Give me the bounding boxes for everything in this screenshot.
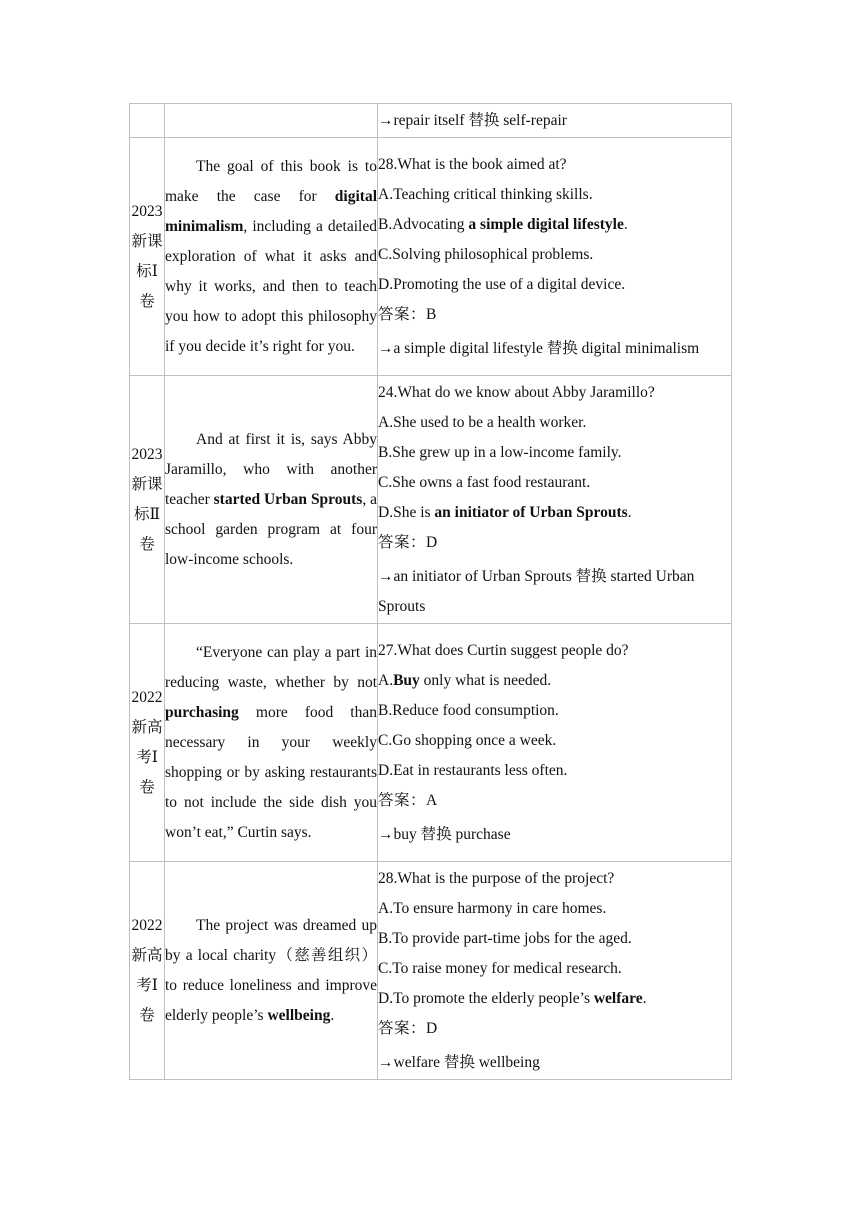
answer-option: C.Solving philosophical problems. [378, 245, 594, 263]
answer-key: 答案：A [378, 791, 438, 809]
question-cell [378, 624, 732, 862]
passage-cell [165, 624, 378, 862]
answer-option: C.Go shopping once a week. [378, 731, 557, 749]
synonym-note: →repair itself 替换 self-repair [378, 111, 567, 129]
answer-option: D.Promoting the use of a digital device. [378, 275, 626, 293]
synonym-note: →a simple digital lifestyle 替换 digital minimalism [378, 339, 700, 357]
exam-source-label: 2023新课标Ⅱ卷 [131, 445, 163, 553]
question-stem: 24.What do we know about Abby Jaramillo? [378, 383, 655, 401]
answer-option: D.To promote the elderly people’s welfare. [378, 989, 647, 1007]
passage-text: The goal of this book is to make the case for digital minimalism, including a detailed exploration of what it asks and why it works, and then to teach you how to adopt this philosophy if you decide it’s right for you. [165, 157, 377, 355]
exam-source-label: 2022新高考Ⅰ卷 [131, 688, 163, 796]
table-body [130, 104, 732, 1080]
passage-text: The project was dreamed up by a local charity（慈善组织） to reduce loneliness and improve elderly people’s wellbeing. [165, 916, 377, 1024]
answer-option: A.She used to be a health worker. [378, 413, 587, 431]
passage-cell [165, 376, 378, 624]
answer-option: B.She grew up in a low-income family. [378, 443, 622, 461]
exam-source-cell [130, 862, 165, 1080]
answer-option: D.Eat in restaurants less often. [378, 761, 568, 779]
passage-cell [165, 862, 378, 1080]
answer-option: B.Advocating a simple digital lifestyle. [378, 215, 628, 233]
comparison-table [129, 103, 732, 1080]
synonym-note: →welfare 替换 wellbeing [378, 1053, 540, 1071]
question-cell [378, 138, 732, 376]
question-stem: 28.What is the purpose of the project? [378, 869, 615, 887]
table-row [130, 104, 732, 138]
question-cell [378, 376, 732, 624]
synonym-note: →an initiator of Urban Sprouts 替换 started Urban Sprouts [378, 567, 695, 615]
question-stem: 28.What is the book aimed at? [378, 155, 567, 173]
answer-key: 答案：D [378, 1019, 438, 1037]
table-row [130, 138, 732, 376]
exam-source-label: 2023新课标Ⅰ卷 [131, 202, 163, 310]
exam-source-cell [130, 376, 165, 624]
question-cell [378, 104, 732, 138]
answer-option: A.To ensure harmony in care homes. [378, 899, 607, 917]
question-cell [378, 862, 732, 1080]
table-row [130, 624, 732, 862]
passage-cell [165, 138, 378, 376]
exam-source-cell [130, 138, 165, 376]
passage-cell [165, 104, 378, 138]
answer-key: 答案：B [378, 305, 437, 323]
table-row [130, 862, 732, 1080]
question-stem: 27.What does Curtin suggest people do? [378, 641, 629, 659]
answer-option: D.She is an initiator of Urban Sprouts. [378, 503, 632, 521]
exam-source-cell [130, 104, 165, 138]
table-row [130, 376, 732, 624]
answer-option: C.She owns a fast food restaurant. [378, 473, 591, 491]
exam-source-label: 2022新高考Ⅰ卷 [131, 916, 163, 1024]
answer-option: B.To provide part-time jobs for the aged. [378, 929, 632, 947]
exam-source-cell [130, 624, 165, 862]
answer-key: 答案：D [378, 533, 438, 551]
synonym-note: →buy 替换 purchase [378, 825, 511, 843]
answer-option: B.Reduce food consumption. [378, 701, 559, 719]
passage-text: “Everyone can play a part in reducing waste, whether by not purchasing more food than necessary in your weekly shopping or by asking restaurants to not include the side dish you won’t eat,” Curtin says. [165, 643, 377, 841]
answer-option: A.Teaching critical thinking skills. [378, 185, 593, 203]
passage-text: And at first it is, says Abby Jaramillo, who with another teacher started Urban Sprouts, a school garden program at four low-income schools. [165, 430, 377, 568]
answer-option: A.Buy only what is needed. [378, 671, 552, 689]
answer-option: C.To raise money for medical research. [378, 959, 622, 977]
